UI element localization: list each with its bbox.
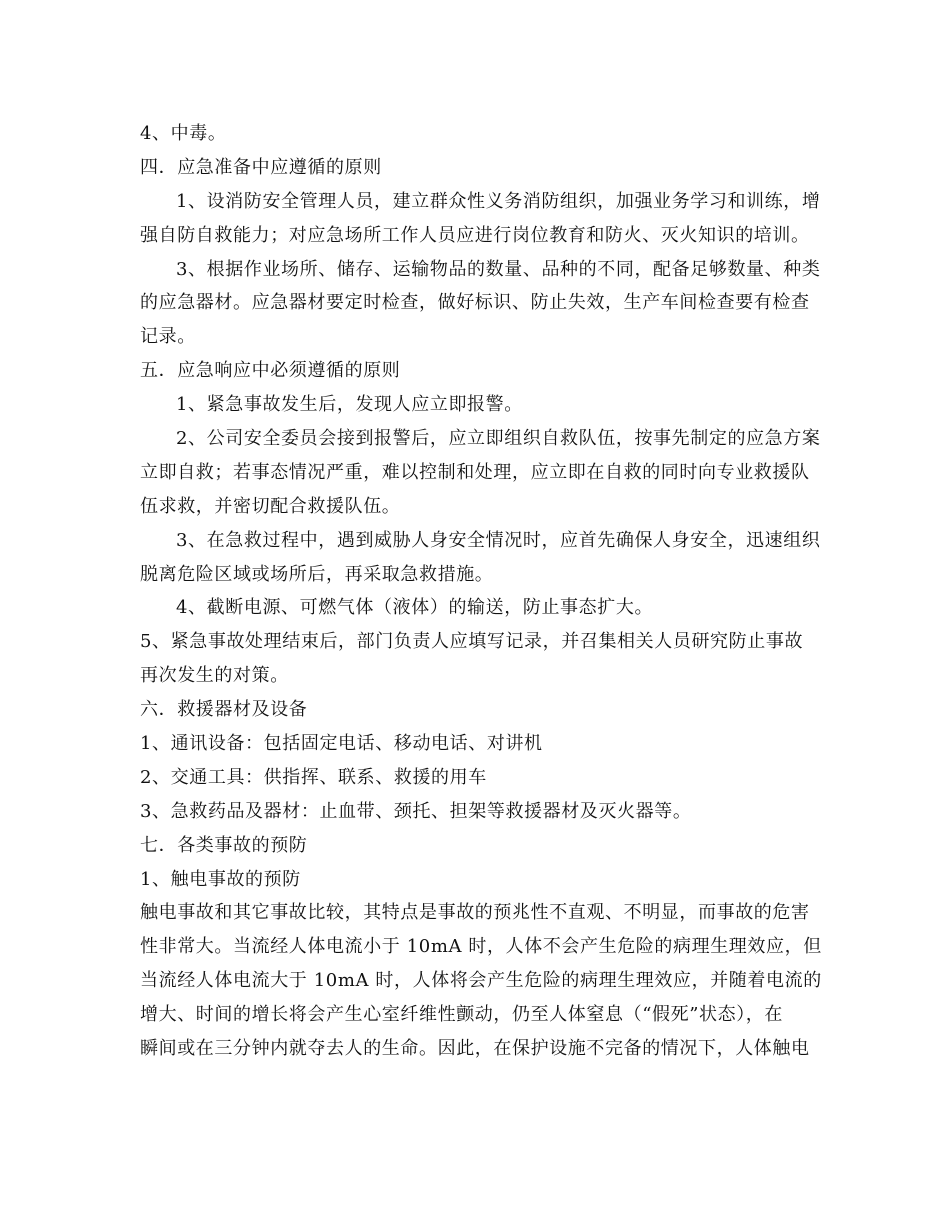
text-line: 1、设消防安全管理人员，建立群众性义务消防组织，加强业务学习和训练，增 — [176, 190, 821, 212]
text-line: 5、紧急事故处理结束后，部门负责人应填写记录，并召集相关人员研究防止事故 — [140, 631, 804, 653]
text-line: 4、中毒。 — [140, 123, 227, 144]
text-line: 4、截断电源、可燃气体（液体）的输送，防止事态扩大。 — [176, 597, 654, 619]
text-line: 记录。 — [140, 326, 196, 348]
text-line: 性非常大。当流经人体电流小于 10mA 时，人体不会产生危险的病理生理效应，但 — [140, 936, 822, 958]
text-line: 增大、时间的增长将会产生心室纤维性颤动，仍至人体窒息（“假死”状态），在 — [140, 1004, 784, 1026]
text-line: 3、根据作业场所、储存、运输物品的数量、品种的不同，配备足够数量、种类 — [176, 258, 821, 280]
section-heading-6: 六．救援器材及设备 — [140, 699, 308, 721]
text-line: 2、公司安全委员会接到报警后，应立即组织自救队伍，按事先制定的应急方案 — [176, 428, 821, 450]
text-line: 3、急救药品及器材：止血带、颈托、担架等救援器材及灭火器等。 — [140, 800, 692, 822]
document-body — [140, 117, 822, 1066]
text-line: 立即自救；若事态情况严重，难以控制和处理，应立即在自救的同时向专业救援队 — [140, 461, 810, 483]
text-line: 触电事故和其它事故比较，其特点是事故的预兆性不直观、不明显，而事故的危害 — [140, 902, 810, 924]
subsection-heading: 1、触电事故的预防 — [140, 868, 301, 890]
text-line: 1、通讯设备：包括固定电话、移动电话、对讲机 — [140, 733, 543, 755]
text-line: 伍求救，并密切配合救援队伍。 — [140, 495, 401, 517]
text-line: 1、紧急事故发生后，发现人应立即报警。 — [176, 394, 523, 416]
text-line: 强自防自救能力；对应急场所工作人员应进行岗位教育和防火、灭火知识的培训。 — [140, 224, 810, 246]
text-line: 再次发生的对策。 — [140, 665, 289, 687]
text-line: 2、交通工具：供指挥、联系、救援的用车 — [140, 766, 487, 788]
text-line: 脱离危险区域或场所后，再采取急救措施。 — [140, 563, 494, 585]
text-line: 瞬间或在三分钟内就夺去人的生命。因此，在保护设施不完备的情况下，人体触电 — [140, 1038, 810, 1060]
section-heading-7: 七．各类事故的预防 — [140, 834, 308, 856]
text-line: 当流经人体电流大于 10mA 时，人体将会产生危险的病理生理效应，并随着电流的 — [140, 970, 822, 992]
section-heading-4: 四．应急准备中应遵循的原则 — [140, 156, 382, 178]
text-line: 的应急器材。应急器材要定时检查，做好标识、防止失效，生产车间检查要有检查 — [140, 292, 810, 314]
text-line: 3、在急救过程中，遇到威胁人身安全情况时，应首先确保人身安全，迅速组织 — [176, 529, 821, 551]
section-heading-5: 五．应急响应中必须遵循的原则 — [140, 360, 401, 382]
